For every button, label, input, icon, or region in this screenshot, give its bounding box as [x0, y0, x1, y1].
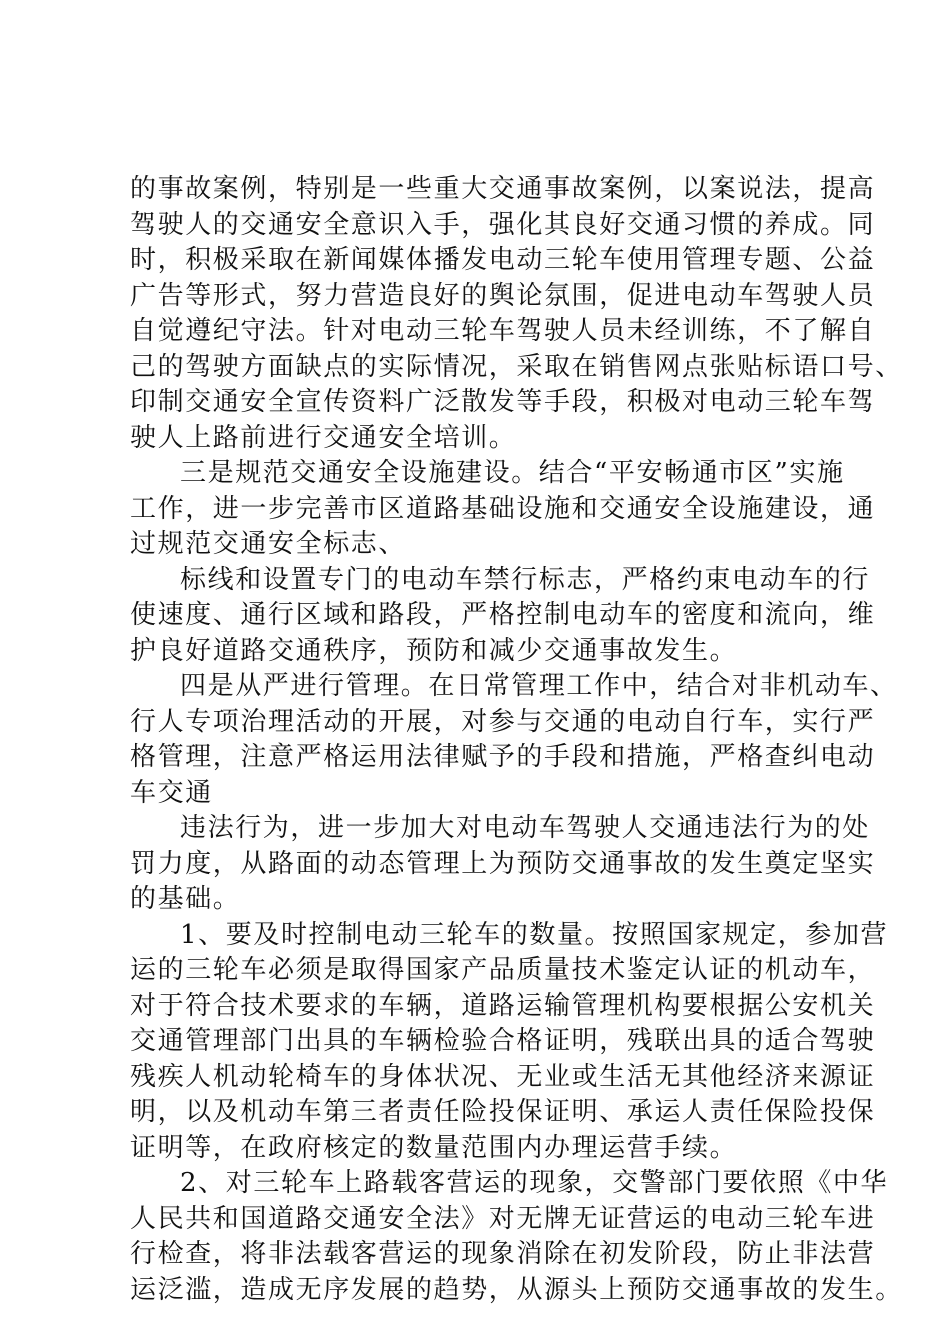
text-line: 护良好道路交通秩序，预防和减少交通事故发生。: [130, 635, 738, 666]
text-line: 行检查，将非法载客营运的现象消除在初发阶段，防止非法营: [130, 1239, 876, 1269]
text-line: 对于符合技术要求的车辆，道路运输管理机构要根据公安机关: [130, 990, 876, 1021]
text-line: 人民共和国道路交通安全法》对无牌无证营运的电动三轮车进: [130, 1203, 876, 1234]
text-line: 标线和设置专门的电动车禁行标志，严格约束电动车的行: [180, 564, 871, 595]
text-line: 运的三轮车必须是取得国家产品质量技术鉴定认证的机动车，: [130, 955, 876, 985]
text-line: 过规范交通安全标志、: [130, 529, 407, 559]
text-line: 自觉遵纪守法。针对电动三轮车驾驶人员未经训练，不了解自: [130, 316, 876, 346]
text-line: 1、要及时控制电动三轮车的数量。按照国家规定，参加营: [180, 919, 889, 950]
text-line: 四是从严进行管理。在日常管理工作中，结合对非机动车、: [180, 671, 898, 701]
text-line: 印制交通安全宣传资料广泛散发等手段，积极对电动三轮车驾: [130, 387, 876, 417]
text-line: 2、对三轮车上路载客营运的现象，交警部门要依照《中华: [180, 1168, 889, 1198]
text-line: 驶人上路前进行交通安全培训。: [130, 422, 517, 453]
text-line: 证明等，在政府核定的数量范围内办理运营手续。: [130, 1132, 738, 1163]
text-line: 的事故案例，特别是一些重大交通事故案例，以案说法，提高: [130, 174, 876, 204]
text-line: 运泛滥，造成无序发展的趋势，从源头上预防交通事故的发生。: [130, 1274, 903, 1305]
text-line: 驾驶人的交通安全意识入手，强化其良好交通习惯的养成。同: [130, 209, 876, 240]
text-line: 车交通: [130, 777, 213, 808]
text-line: 三是规范交通安全设施建设。结合“平安畅通市区”实施: [180, 458, 845, 488]
text-line: 交通管理部门出具的车辆检验合格证明，残联出具的适合驾驶: [130, 1026, 876, 1056]
text-line: 工作，进一步完善市区道路基础设施和交通安全设施建设，通: [130, 493, 876, 524]
text-line: 己的驾驶方面缺点的实际情况，采取在销售网点张贴标语口号、: [130, 351, 903, 382]
text-line: 广告等形式，努力营造良好的舆论氛围，促进电动车驾驶人员: [130, 280, 876, 311]
text-line: 明，以及机动车第三者责任险投保证明、承运人责任保险投保: [130, 1097, 876, 1127]
text-line: 使速度、通行区域和路段，严格控制电动车的密度和流向，维: [130, 600, 876, 630]
text-line: 违法行为，进一步加大对电动车驾驶人交通违法行为的处: [180, 813, 871, 843]
text-line: 时，积极采取在新闻媒体播发电动三轮车使用管理专题、公益: [130, 245, 876, 275]
text-line: 的基础。: [130, 884, 241, 914]
text-line: 行人专项治理活动的开展，对参与交通的电动自行车，实行严: [130, 706, 876, 737]
document-body: [130, 172, 903, 1308]
text-line: 格管理，注意严格运用法律赋予的手段和措施，严格查纠电动: [130, 742, 876, 772]
text-line: 罚力度，从路面的动态管理上为预防交通事故的发生奠定坚实: [130, 848, 876, 879]
text-line: 残疾人机动轮椅车的身体状况、无业或生活无其他经济来源证: [130, 1061, 876, 1092]
